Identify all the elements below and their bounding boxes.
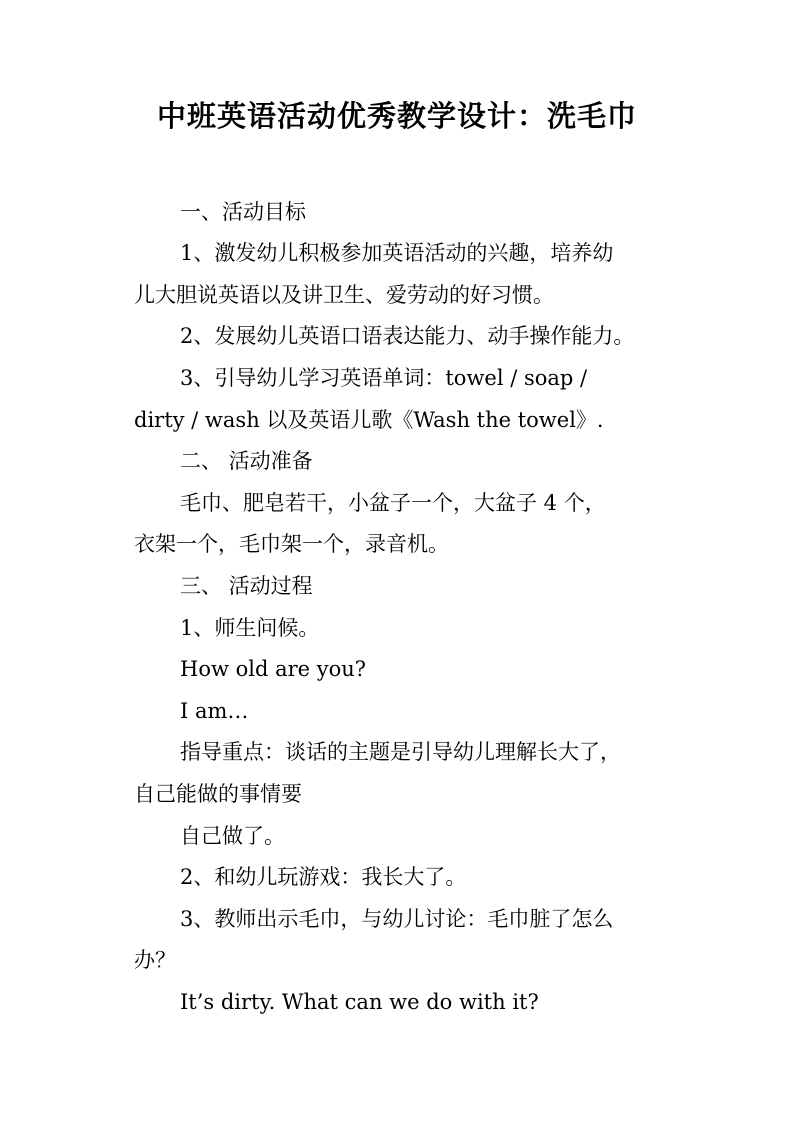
paragraph-line: 1、师生问候。: [180, 616, 320, 640]
dialogue-line: It’s dirty. What can we do with it?: [180, 990, 539, 1014]
dialogue-line: I am…: [180, 699, 249, 723]
paragraph-line: 2、发展幼儿英语口语表达能力、动手操作能力。: [180, 324, 635, 348]
paragraph-line: 办？: [134, 948, 176, 972]
paragraph-line: 自己能做的事情要: [134, 782, 302, 806]
page-title: 中班英语活动优秀教学设计：洗毛巾: [156, 99, 637, 133]
paragraph-line: 衣架一个，毛巾架一个，录音机。: [134, 532, 449, 556]
section-heading-preparation: 二、 活动准备: [180, 449, 313, 473]
paragraph-line: 2、和幼儿玩游戏：我长大了。: [180, 865, 467, 889]
paragraph-line: 毛巾、肥皂若干，小盆子一个，大盆子 4 个，: [180, 491, 606, 515]
section-heading-process: 三、 活动过程: [180, 574, 313, 598]
dialogue-line: How old are you?: [180, 657, 367, 681]
paragraph-line: 儿大胆说英语以及讲卫生、爱劳动的好习惯。: [134, 283, 554, 307]
paragraph-line: 1、激发幼儿积极参加英语活动的兴趣，培养幼: [180, 241, 614, 265]
section-heading-goals: 一、活动目标: [180, 200, 306, 224]
paragraph-line: 自己做了。: [180, 824, 285, 848]
paragraph-line: 3、教师出示毛巾，与幼儿讨论：毛巾脏了怎么: [180, 907, 614, 931]
paragraph-line: 3、引导幼儿学习英语单词：towel / soap /: [180, 366, 588, 390]
paragraph-line: dirty / wash 以及英语儿歌《Wash the towel》.: [134, 408, 604, 432]
paragraph-line: 指导重点：谈话的主题是引导幼儿理解长大了，: [180, 740, 621, 764]
